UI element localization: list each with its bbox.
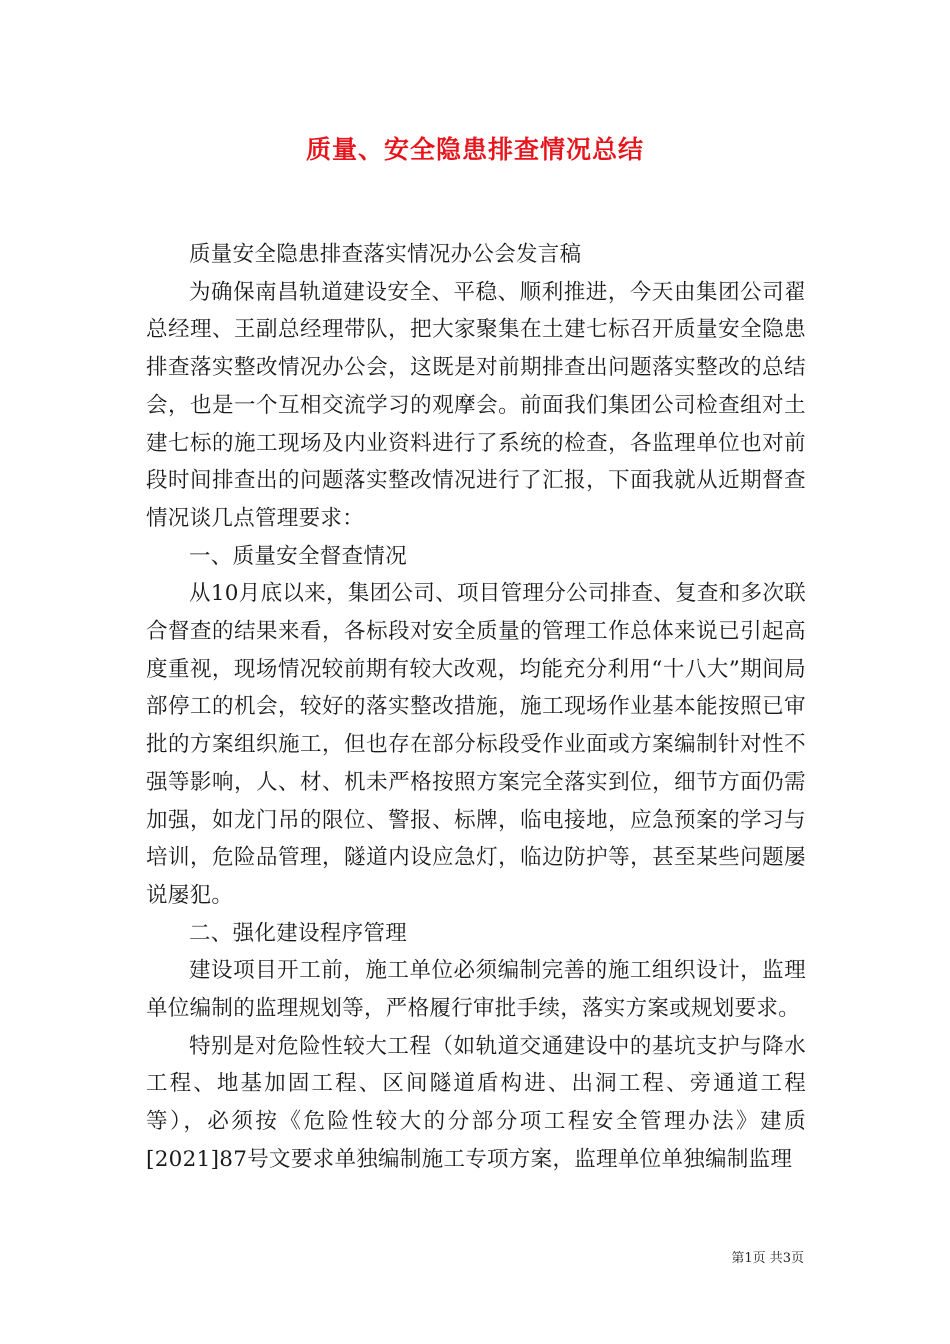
paragraph-section-1: 从10月底以来，集团公司、项目管理分公司排查、复查和多次联合督查的结果来看，各标段对安全质量的管理工作总体来说已引起高度重视，现场情况较前期有较大改观，均能充分利用“十八大”期间局部停工的机会，较好的落实整改措施，施工现场作业基本能按照已审批的方案组织施工，但也存在部分标段受作业面或方案编制针对性不强等影响，人、材、机未严格按照方案完全落实到位，细节方面仍需加强，如龙门吊的限位、警报、标牌，临电接地，应急预案的学习与培训，危险品管理，隧道内设应急灯，临边防护等，甚至某些问题屡说屡犯。 [146,581,806,908]
paragraph-section-2: 建设项目开工前，施工单位必须编制完善的施工组织设计，监理单位编制的监理规划等，严格履行审批手续，落实方案或规划要求。 [146,958,806,1022]
paragraph-subtitle: 质量安全隐患排查落实情况办公会发言稿 [189,242,582,267]
section-heading-1: 一、质量安全督查情况 [189,543,408,569]
document-body [146,236,806,1179]
page-number: 第1页 共3页 [731,1251,804,1266]
section-heading-2: 二、强化建设程序管理 [189,920,408,946]
paragraph-intro: 为确保南昌轨道建设安全、平稳、顺利推进，今天由集团公司翟总经理、王副总经理带队，把大家聚集在土建七标召开质量安全隐患排查落实整改情况办公会，这既是对前期排查出问题落实整改的总结会，也是一个互相交流学习的观摩会。前面我们集团公司检查组对土建七标的施工现场及内业资料进行了系统的检查，各监理单位也对前段时间排查出的问题落实整改情况进行了汇报，下面我就从近期督查情况谈几点管理要求： [146,279,806,531]
document-title: 质量、安全隐患排查情况总结 [305,135,644,164]
paragraph-section-2-detail: 特别是对危险性较大工程（如轨道交通建设中的基坑支护与降水工程、地基加固工程、区间隧道盾构进、出洞工程、旁通道工程等），必须按《危险性较大的分部分项工程安全管理办法》建质[2021]87号文要求单独编制施工专项方案，监理单位单独编制监理 [146,1033,806,1172]
